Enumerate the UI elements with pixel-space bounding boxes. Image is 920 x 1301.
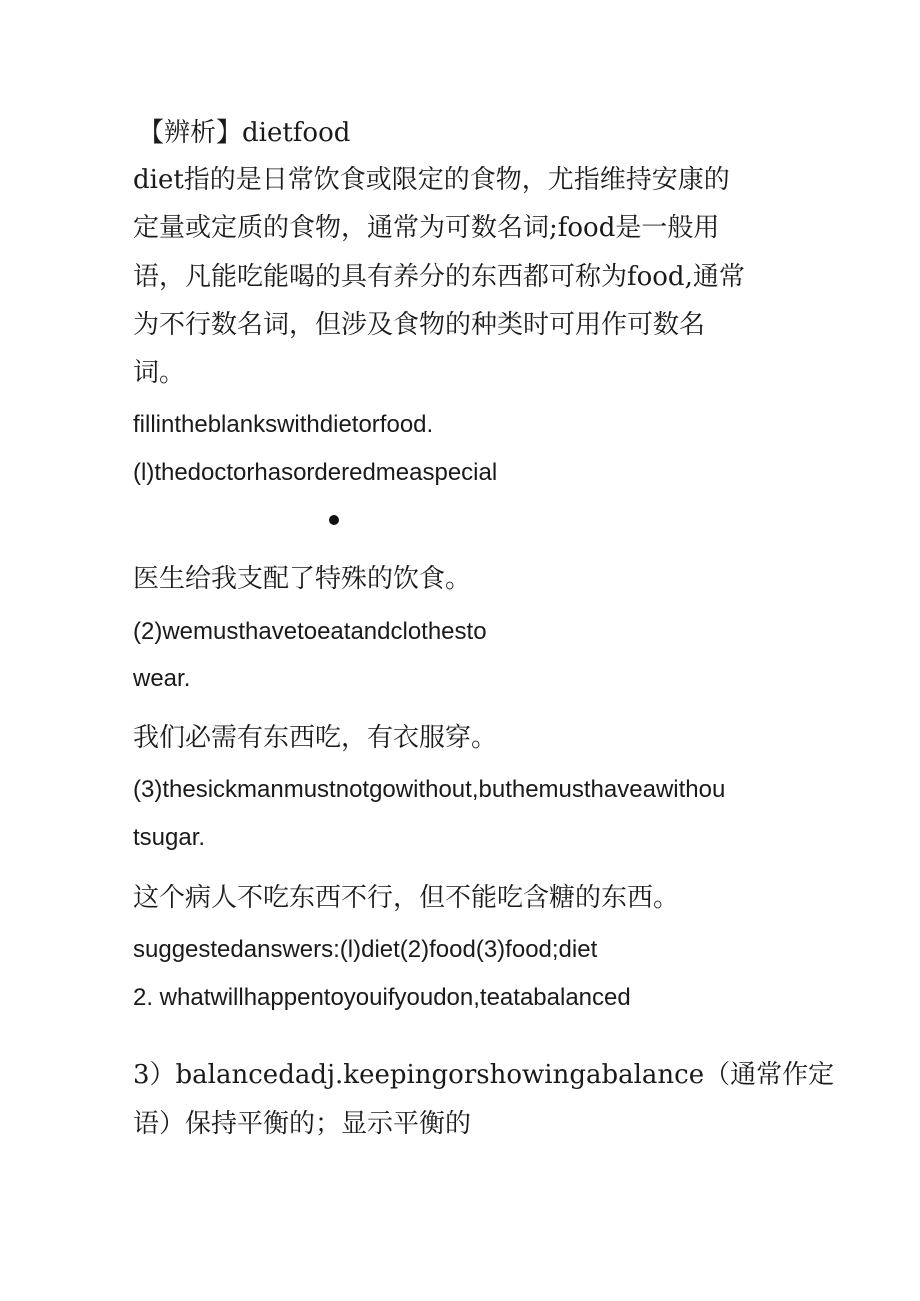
explanation-line-1: diet指的是日常饮食或限定的食物，尤指维持安康的 [133,165,730,195]
explanation-line-3: 语，凡能吃能喝的具有养分的东西都可称为food,通常 [133,262,745,292]
explanation-line-4: 为不行数名词，但涉及食物的种类时可用作可数名 [133,310,706,340]
question-1: (l)thedoctorhasorderedmeaspecial [133,459,498,486]
item-3-line-1: 3）balancedadj.keepingorshowingabalance（通常作定 [133,1060,835,1090]
explanation-line-5: 词。 [133,358,186,388]
suggested-answers: suggestedanswers:(l)diet(2)food(3)food;diet [133,936,598,963]
question-2-line-1: (2)wemusthavetoeatandclothesto [133,618,487,645]
item-2: 2. whatwillhappentoyouifyoudon,teatabalanced [133,984,631,1011]
exercise-instruction: fillintheblankswithdietorfood. [133,411,434,438]
question-3-line-1: (3)thesickmanmustnotgowithout,buthemusthaveawithou [133,776,726,803]
question-3-translation: 这个病人不吃东西不行，但不能吃含糖的东西。 [133,883,680,913]
explanation-line-2: 定量或定质的食物，通常为可数名词;food是一般用 [133,213,720,243]
question-3-line-2: tsugar. [133,824,206,851]
item-3-line-2: 语）保持平衡的；显示平衡的 [133,1109,472,1139]
bullet-dot [329,515,339,525]
question-1-translation: 医生给我支配了特殊的饮食。 [133,564,472,594]
section-heading: 【辨析】dietfood [138,118,351,148]
question-2-translation: 我们必需有东西吃，有衣服穿。 [133,723,498,753]
question-2-line-2: wear. [133,665,191,692]
